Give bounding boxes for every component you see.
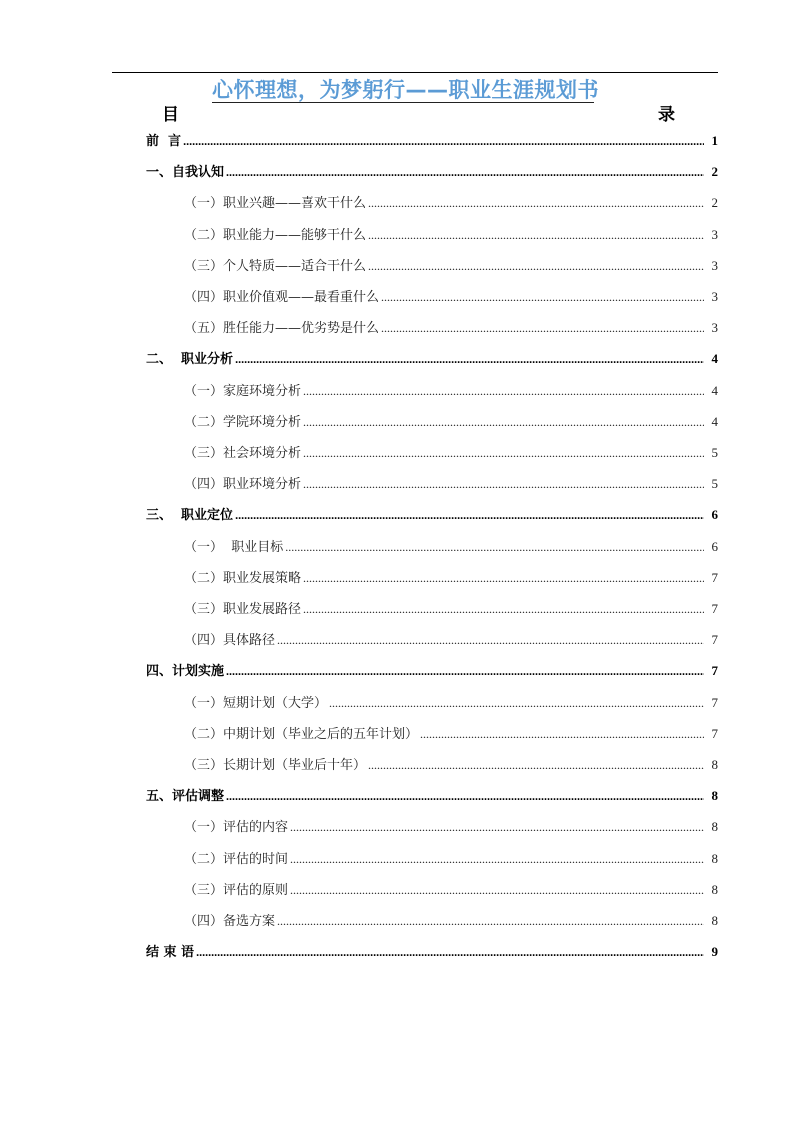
toc-entry-label: （三）长期计划（毕业后十年） xyxy=(184,758,367,773)
toc-heading-right-char: 录 xyxy=(658,105,675,125)
toc-entry-label: 三、 职业定位 xyxy=(146,508,234,524)
toc-subsection-entry[interactable] xyxy=(146,757,718,773)
toc-entry-label: （二）评估的时间 xyxy=(184,851,289,867)
toc-page-number: 1 xyxy=(711,133,718,148)
toc-entry-label: （一）职业兴趣——喜欢干什么 xyxy=(184,196,367,212)
document-header-title: 心怀理想，为梦躬行——职业生涯规划书 xyxy=(212,78,599,102)
toc-entry-label: 一、自我认知 xyxy=(146,165,225,181)
toc-subsection-entry[interactable] xyxy=(146,726,718,742)
toc-entry-label: （三）个人特质——适合干什么 xyxy=(184,258,367,274)
toc-subsection-entry[interactable] xyxy=(146,601,718,617)
toc-page-number: 5 xyxy=(711,476,718,492)
toc-dot-leader xyxy=(290,819,704,835)
toc-entry-label: 四、计划实施 xyxy=(146,664,225,680)
toc-subsection-entry[interactable] xyxy=(146,476,718,492)
toc-dot-leader xyxy=(183,133,704,149)
toc-page-number: 6 xyxy=(711,507,718,523)
toc-dot-leader xyxy=(226,788,704,804)
toc-page-number: 7 xyxy=(711,569,718,585)
toc-dot-leader xyxy=(368,258,704,274)
toc-entry-label: （四）备选方案 xyxy=(184,914,276,929)
toc-dot-leader xyxy=(285,539,704,555)
toc-page-number: 7 xyxy=(711,694,718,710)
toc-subsection-entry[interactable] xyxy=(146,695,718,711)
toc-dot-leader xyxy=(368,227,704,243)
toc-dot-leader xyxy=(226,164,704,180)
toc-section-entry[interactable] xyxy=(146,133,718,149)
toc-entry-label: （三）职业发展路径 xyxy=(184,602,302,617)
toc-dot-leader xyxy=(420,726,704,742)
toc-page-number: 2 xyxy=(711,164,718,180)
toc-heading-left-char: 目 xyxy=(162,105,179,125)
toc-entry-label: 结 束 语 xyxy=(146,945,195,961)
toc-page-number: 6 xyxy=(711,538,718,554)
toc-dot-leader xyxy=(368,195,704,211)
toc-dot-leader xyxy=(196,944,704,960)
toc-page-number: 9 xyxy=(711,944,718,960)
toc-dot-leader xyxy=(381,289,704,305)
toc-dot-leader xyxy=(277,913,704,929)
toc-entry-label: （二）职业能力——能够干什么 xyxy=(184,227,367,243)
toc-subsection-entry[interactable] xyxy=(146,570,718,586)
toc-entry-label: （三）评估的原则 xyxy=(184,882,289,898)
toc-entry-label: （二）职业发展策略 xyxy=(184,570,302,586)
toc-section-entry[interactable] xyxy=(146,164,718,180)
toc-section-entry[interactable] xyxy=(146,663,718,679)
toc-page-number: 8 xyxy=(711,819,718,835)
toc-entry-label: （一）短期计划（大学） xyxy=(184,695,328,711)
toc-dot-leader xyxy=(381,320,704,336)
toc-entry-label: （五）胜任能力——优劣势是什么 xyxy=(184,321,380,337)
toc-subsection-entry[interactable] xyxy=(146,445,718,461)
toc-page-number: 2 xyxy=(711,195,718,211)
toc-subsection-entry[interactable] xyxy=(146,383,718,399)
toc-subsection-entry[interactable] xyxy=(146,882,718,898)
toc-page-number: 8 xyxy=(711,881,718,897)
toc-subsection-entry[interactable] xyxy=(146,913,718,929)
header-title-underline xyxy=(212,102,594,103)
toc-subsection-entry[interactable] xyxy=(146,414,718,430)
toc-page-number: 7 xyxy=(711,725,718,741)
toc-subsection-entry[interactable] xyxy=(146,195,718,211)
toc-section-entry[interactable] xyxy=(146,944,718,960)
toc-page-number: 7 xyxy=(711,632,718,648)
toc-dot-leader xyxy=(368,757,704,773)
toc-page-number: 8 xyxy=(711,850,718,866)
toc-dot-leader xyxy=(277,632,704,648)
toc-subsection-entry[interactable] xyxy=(146,632,718,648)
toc-dot-leader xyxy=(303,445,704,461)
toc-subsection-entry[interactable] xyxy=(146,851,718,867)
toc-page-number: 4 xyxy=(711,413,718,429)
toc-dot-leader xyxy=(303,601,704,617)
toc-dot-leader xyxy=(235,507,704,523)
toc-page-number: 3 xyxy=(711,226,718,242)
toc-page-number: 4 xyxy=(711,382,718,398)
toc-subsection-entry[interactable] xyxy=(146,227,718,243)
toc-dot-leader xyxy=(303,383,704,399)
toc-entry-label: （一）家庭环境分析 xyxy=(184,383,302,399)
toc-page-number: 8 xyxy=(711,913,718,928)
toc-dot-leader xyxy=(290,882,704,898)
toc-subsection-entry[interactable] xyxy=(146,819,718,835)
toc-page-number: 4 xyxy=(711,351,718,367)
toc-entry-label: （一）评估的内容 xyxy=(184,820,289,836)
toc-section-entry[interactable] xyxy=(146,351,718,367)
toc-entry-label: 前 言 xyxy=(146,134,182,149)
toc-entry-label: 二、 职业分析 xyxy=(146,352,234,368)
toc-entry-label: （四）职业价值观——最看重什么 xyxy=(184,290,380,305)
toc-dot-leader xyxy=(303,570,704,586)
toc-page-number: 3 xyxy=(711,289,718,304)
toc-dot-leader xyxy=(303,476,704,492)
toc-page-number: 8 xyxy=(711,757,718,772)
toc-page-number: 3 xyxy=(711,257,718,273)
toc-page-number: 5 xyxy=(711,445,718,460)
toc-page-number: 7 xyxy=(711,663,718,679)
toc-dot-leader xyxy=(235,351,704,367)
toc-entry-label: （一） 职业目标 xyxy=(184,539,284,555)
toc-entry-label: （二）学院环境分析 xyxy=(184,414,302,430)
toc-entry-label: （二）中期计划（毕业之后的五年计划） xyxy=(184,726,419,742)
toc-dot-leader xyxy=(303,414,704,430)
toc-dot-leader xyxy=(290,851,704,867)
toc-entry-label: （三）社会环境分析 xyxy=(184,446,302,461)
toc-subsection-entry[interactable] xyxy=(146,539,718,555)
header-rule xyxy=(112,72,718,73)
toc-page-number: 3 xyxy=(711,320,718,336)
toc-page-number: 7 xyxy=(711,601,718,616)
toc-dot-leader xyxy=(226,663,704,679)
toc-entry-label: （四）职业环境分析 xyxy=(184,477,302,493)
toc-subsection-entry[interactable] xyxy=(146,258,718,274)
toc-subsection-entry[interactable] xyxy=(146,320,718,336)
toc-section-entry[interactable] xyxy=(146,507,718,523)
toc-page-number: 8 xyxy=(711,788,718,804)
toc-entry-label: 五、评估调整 xyxy=(146,789,225,805)
toc-dot-leader xyxy=(329,695,704,711)
toc-section-entry[interactable] xyxy=(146,788,718,804)
toc-subsection-entry[interactable] xyxy=(146,289,718,305)
toc-entry-label: （四）具体路径 xyxy=(184,633,276,649)
